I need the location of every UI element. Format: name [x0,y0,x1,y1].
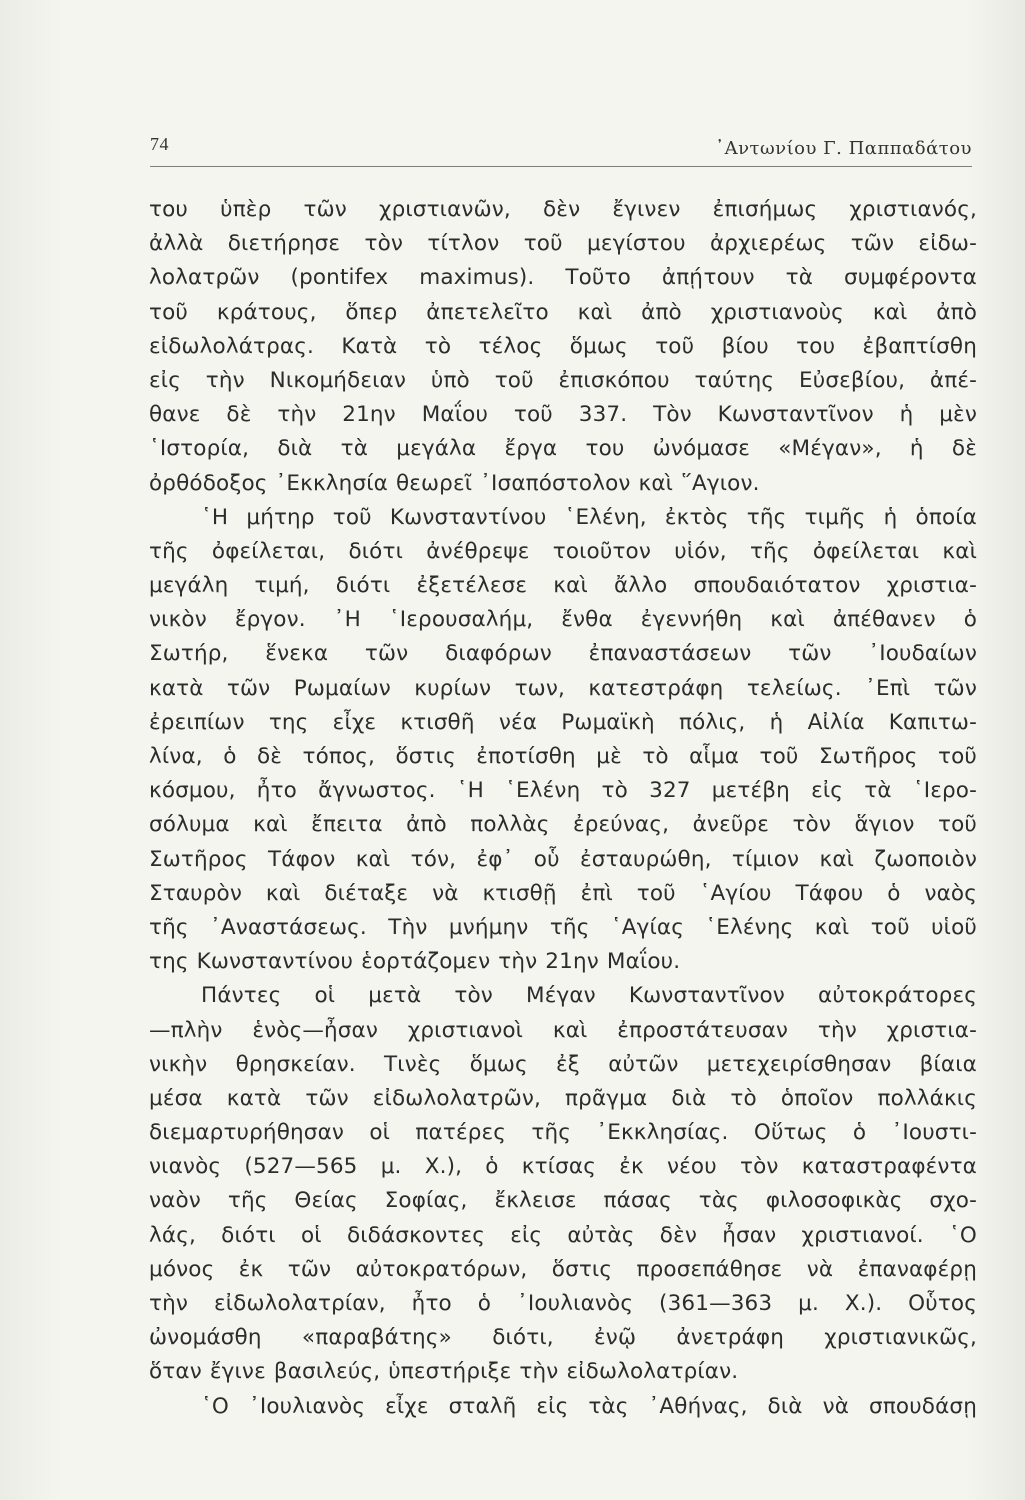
paragraph-start-line: ῾Ο ᾿Ιουλιανὸς εἶχε σταλῆ εἰς τὰς ᾿Αθήνας, διὰ νὰ σπουδάσῃ [201,1393,977,1419]
text-line: λάς, διότι οἱ διδάσκοντες εἰς αὐτὰς δὲν ἦσαν χριστιανοί. ῾Ο [149,1222,977,1248]
text-line: ὠνομάσθη «παραβάτης» διότι, ἐνῷ ἀνετράφη χριστιανικῶς, [149,1325,977,1351]
running-head-author: ᾿Αντωνίου Γ. Παππαδάτου [715,138,972,159]
text-line: διεμαρτυρήθησαν οἱ πατέρες τῆς ᾿Εκκλησίας. Οὕτως ὁ ᾿Ιουστι- [149,1120,977,1146]
text-line: ναὸν τῆς Θείας Σοφίας, ἔκλεισε πάσας τὰς φιλοσοφικὰς σχο- [149,1188,977,1214]
page-number: 74 [150,134,169,154]
text-line: Σωτῆρος Τάφον καὶ τόν, ἐφ᾿ οὗ ἐσταυρώθη, τίμιον καὶ ζωοποιὸν [149,846,977,872]
text-line: —πλὴν ἑνὸς—ἦσαν χριστιανοὶ καὶ ἐπροστάτευσαν τὴν χριστια- [149,1017,977,1043]
text-line: λολατρῶν (pontifex maximus). Τοῦτο ἀπῄτουν τὰ συμφέροντα [149,265,977,291]
text-line: μέσα κατὰ τῶν εἰδωλολατρῶν, πρᾶγμα διὰ τὸ ὁποῖον πολλάκις [149,1085,977,1111]
paragraph-start-line: ῾Η μήτηρ τοῦ Κωνσταντίνου ῾Ελένη, ἐκτὸς τῆς τιμῆς ἡ ὁποία [201,504,977,530]
text-line: τοῦ κράτους, ὅπερ ἀπετελεῖτο καὶ ἀπὸ χριστιανοὺς καὶ ἀπὸ [149,299,977,325]
text-line: μόνος ἐκ τῶν αὐτοκρατόρων, ὅστις προσεπάθησε νὰ ἐπαναφέρῃ [149,1256,977,1282]
text-line: τῆς ᾿Αναστάσεως. Τὴν μνήμην τῆς ῾Αγίας ῾Ελένης καὶ τοῦ υἱοῦ [149,914,977,940]
text-line: νικὸν ἔργον. ᾿Η ῾Ιερουσαλήμ, ἔνθα ἐγεννήθη καὶ ἀπέθανεν ὁ [149,607,977,633]
text-line: εἰς τὴν Νικομήδειαν ὑπὸ τοῦ ἐπισκόπου ταύτης Εὐσεβίου, ἀπέ- [149,367,977,393]
text-line: της Κωνσταντίνου ἑορτάζομεν τὴν 21ην Μαΐου. [149,949,681,975]
text-line: ῾Ιστορία, διὰ τὰ μεγάλα ἔργα του ὠνόμασε «Μέγαν», ἡ δὲ [149,436,977,462]
text-line: εἰδωλολάτρας. Κατὰ τὸ τέλος ὅμως τοῦ βίου του ἐβαπτίσθη [149,333,977,359]
text-line: ἀλλὰ διετήρησε τὸν τίτλον τοῦ μεγίστου ἀρχιερέως τῶν εἰδω- [149,231,977,257]
text-line: Σωτήρ, ἕνεκα τῶν διαφόρων ἐπαναστάσεων τῶν ᾿Ιουδαίων [149,641,977,667]
text-line: λίνα, ὁ δὲ τόπος, ὅστις ἐποτίσθη μὲ τὸ αἷμα τοῦ Σωτῆρος τοῦ [149,744,977,769]
text-line: κατὰ τῶν Ρωμαίων κυρίων των, κατεστράφη τελείως. ᾿Επὶ τῶν [149,675,977,701]
text-line: τὴν εἰδωλολατρίαν, ἦτο ὁ ᾿Ιουλιανὸς (361—363 μ. Χ.). Οὗτος [149,1291,977,1316]
text-line: θανε δὲ τὴν 21ην Μαΐου τοῦ 337. Τὸν Κωνσταντῖνον ἡ μὲν [149,402,977,428]
body-text [149,193,977,1424]
text-line: νικὴν θρησκείαν. Τινὲς ὅμως ἐξ αὐτῶν μετεχειρίσθησαν βίαια [149,1051,977,1077]
paragraph-start-line: Πάντες οἱ μετὰ τὸν Μέγαν Κωνσταντῖνον αὐτοκράτορες [201,983,977,1009]
text-line: ὅταν ἔγινε βασιλεύς, ὑπεστήριξε τὴν εἰδωλολατρίαν. [149,1359,739,1385]
text-line: νιανὸς (527—565 μ. Χ.), ὁ κτίσας ἐκ νέου τὸν καταστραφέντα [149,1154,977,1180]
text-line: μεγάλη τιμή, διότι ἐξετέλεσε καὶ ἄλλο σπουδαιότατον χριστια- [149,573,977,599]
text-line: τῆς ὀφείλεται, διότι ἀνέθρεψε τοιοῦτον υἱόν, τῆς ὀφείλεται καὶ [149,538,977,564]
text-line: σόλυμα καὶ ἔπειτα ἀπὸ πολλὰς ἐρεύνας, ἀνεῦρε τὸν ἅγιον τοῦ [149,812,977,838]
text-line: ἐρειπίων της εἶχε κτισθῆ νέα Ρωμαϊκὴ πόλις, ἡ Αἰλία Καπιτω- [149,709,977,735]
text-line: κόσμου, ἦτο ἄγνωστος. ῾Η ῾Ελένη τὸ 327 μετέβη εἰς τὰ ῾Ιερο- [149,778,977,804]
page-header [150,126,972,166]
text-line: Σταυρὸν καὶ διέταξε νὰ κτισθῇ ἐπὶ τοῦ ῾Αγίου Τάφου ὁ ναὸς [149,880,977,906]
text-line: του ὑπὲρ τῶν χριστιανῶν, δὲν ἔγινεν ἐπισήμως χριστιανός, [149,197,977,222]
text-line: ὀρθόδοξος ᾿Εκκλησία θεωρεῖ ᾿Ισαπόστολον καὶ ῞Αγιον. [149,470,760,496]
header-rule [150,166,972,167]
